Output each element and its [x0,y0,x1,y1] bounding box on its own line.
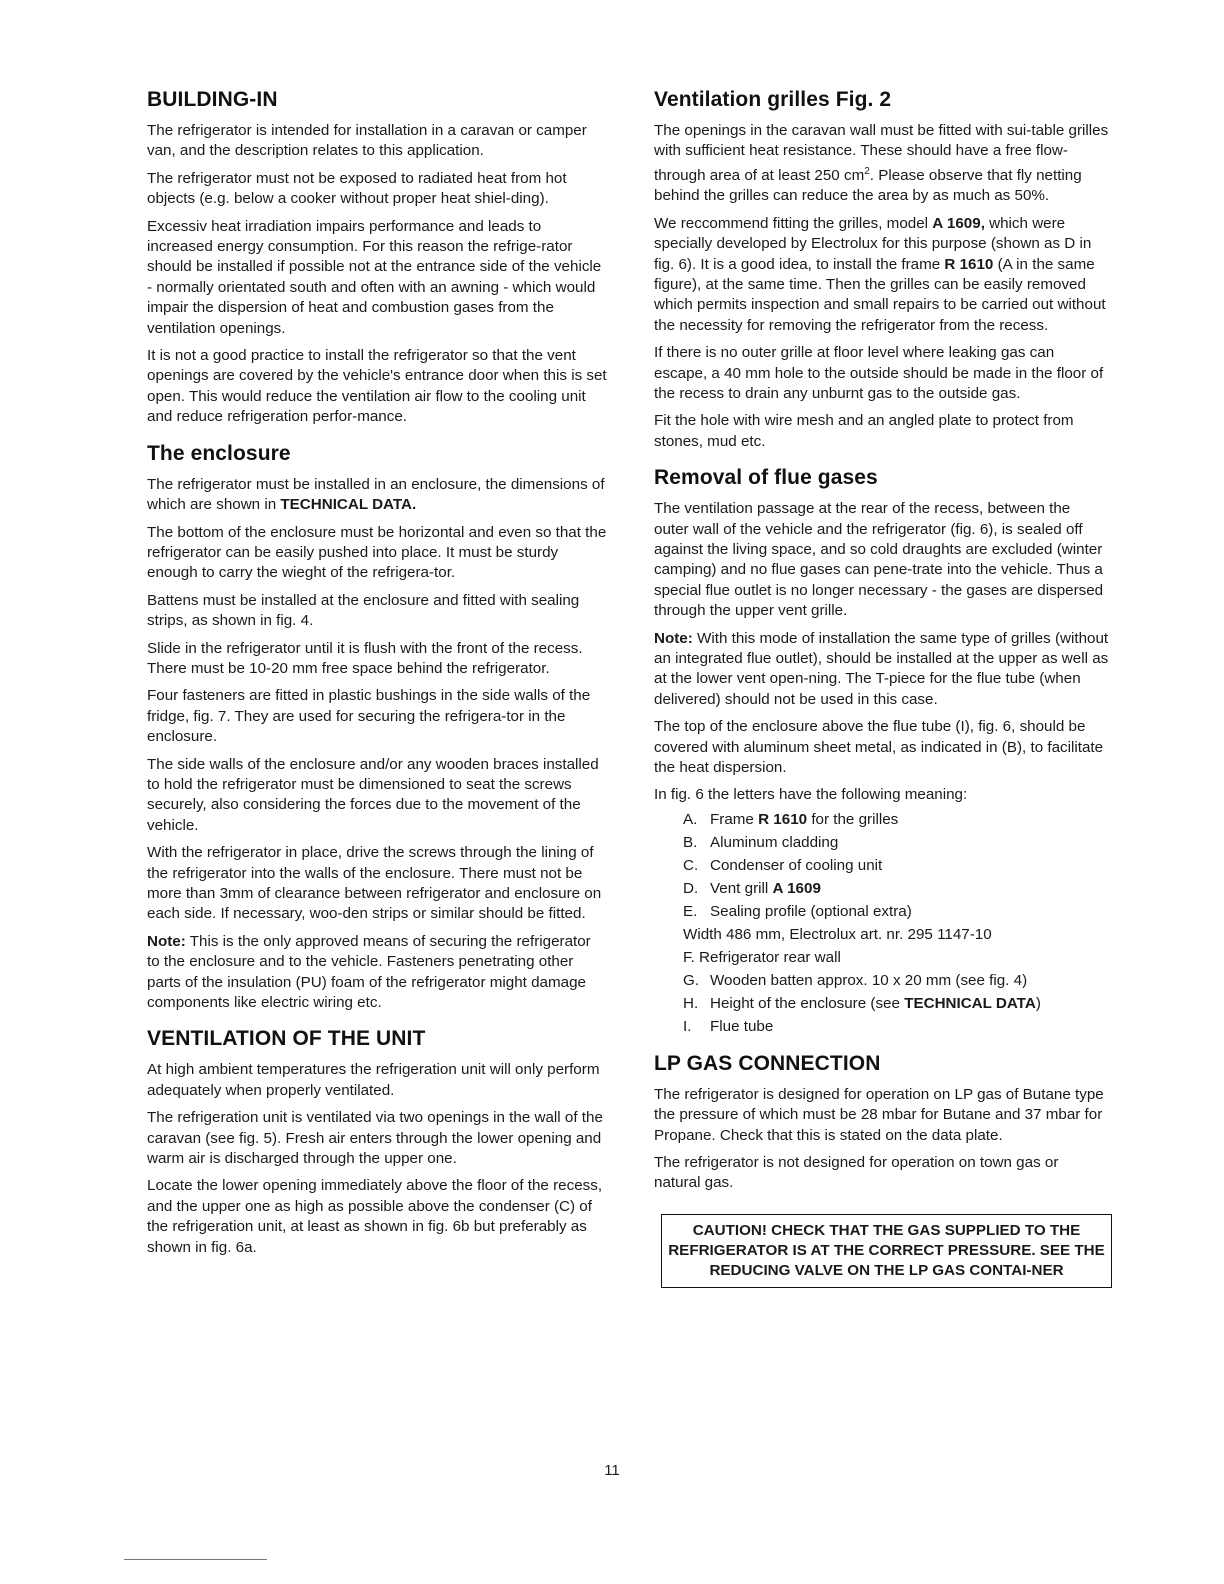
paragraph: Four fasteners are fitted in plastic bushings in the side walls of the fridge, fig. 7. They are used for securing the refrigera-tor in the enclosure. [147,687,591,746]
text: ) [1035,994,1041,1012]
legend-item [683,854,1109,877]
legend-letter: I. [683,1017,692,1035]
text: for the grilles [807,810,899,828]
paragraph: The refrigerator is not designed for operation on town gas or natural gas. [654,1154,1059,1192]
heading-enclosure: The enclosure [147,441,291,465]
text: This is the only approved means of securing the refrigerator to the enclosure and to the vehicle. Fasteners penetrating other parts of the insulation (PU) foam of the refrigerator might damage components like electric wiring etc. [147,932,591,1012]
paragraph: Battens must be installed at the enclosure and fitted with sealing strips, as shown in fig. 4. [147,591,580,630]
paragraph-note [654,629,1109,711]
legend-item [683,877,1109,900]
paragraph: The refrigerator is intended for installation in a caravan or camper van, and the description relates to this application. [147,122,587,160]
heading-grilles: Ventilation grilles Fig. 2 [654,88,892,111]
paragraph: Excessiv heat irradiation impairs performance and leads to increased energy consumption. For this reason the refrige-rator should be installed if possible not at the entrance side of the vehicle - normally orientated south and often with an awning - which would impair the dispersion of heat and combustion gases from the ventilation openings. [147,217,602,337]
paragraph: The refrigerator is designed for operation on LP gas of Butane type the pressure of which must be 28 mbar for Butane and 37 mbar for Propane. Check that this is stated on the data plate. [654,1085,1104,1144]
legend-item [683,992,1109,1015]
paragraph: If there is no outer grille at floor level where leaking gas can escape, a 40 mm hole to the outside should be made in the floor of the recess to drain any unburnt gas to the outside gas. [654,344,1104,402]
paragraph: The refrigeration unit is ventilated via two openings in the wall of the caravan (see fig. 5). Fresh air enters through the lower opening and warm air is discharged through the upper one. [147,1109,603,1168]
page-number: 11 [604,1462,620,1479]
legend-item-extra: Width 486 mm, Electrolux art. nr. 295 1147-10 [683,925,992,943]
paragraph [147,475,607,516]
section-enclosure [147,442,607,1014]
text: (A in the same figure), at the same time. Then the grilles can be easily removed which permits inspection and small repairs to be carried out without the necessity for removing the refrigerator from the recess. [654,255,1106,334]
text: Flue tube [710,1017,774,1035]
paragraph: With the refrigerator in place, drive the screws through the lining of the refrigerator into the walls of the enclosure. There must not be more than 3mm of clearance between refrigerator and enclosure on each side. If necessary, woo-den strips or similar should be fitted. [147,844,602,923]
legend-letter: G. [683,971,700,989]
section-grilles [654,88,1109,452]
paragraph: Slide in the refrigerator until it is flush with the front of the recess. There must be 10-20 mm free space behind the refrigerator. [147,639,583,677]
legend-item [683,900,1109,923]
heading-building-in: BUILDING-IN [147,88,278,111]
section-lp-gas [654,1052,1109,1288]
figure-legend [654,808,1109,1038]
bold-reference: TECHNICAL DATA [904,994,1036,1012]
heading-ventilation: VENTILATION OF THE UNIT [147,1027,426,1051]
legend-letter: H. [683,994,699,1012]
legend-item [683,808,1109,831]
paragraph: The ventilation passage at the rear of the recess, between the outer wall of the vehicle and the refrigerator (fig. 6), is sealed off against the living space, and so cold draughts are excluded (winter camping) and no flue gases can pene-trate into the vehicle. Thus a special flue outlet is no longer necessary - the gases are dispersed through the upper vent grille. [654,500,1104,620]
paragraph: The refrigerator must not be exposed to radiated heat from hot objects (e.g. below a cooker without proper heat shiel-ding). [147,169,567,208]
text: Vent grill [710,879,773,897]
text: Aluminum cladding [710,833,839,851]
right-column [654,88,1109,1302]
model-number: R 1610 [758,810,808,828]
superscript: 2 [864,165,870,177]
text: With this mode of installation the same type of grilles (without an integrated flue outlet), should be installed at the upper as well as at the lower vent open-ning. The T-piece for the flue tube (when delivered) should not be used in this case. [654,629,1109,708]
paragraph: It is not a good practice to install the refrigerator so that the vent openings are covered by the vehicle's entrance door when this is set open. This would reduce the ventilation air flow to the cooling unit and reduce refrigeration perfor-mance. [147,347,607,426]
legend-letter: B. [683,833,698,851]
text: The refrigerator must be installed in an enclosure, the dimensions of which are shown in [147,475,605,514]
text: Frame [710,810,759,828]
left-column [147,88,607,1272]
paragraph: The side walls of the enclosure and/or any wooden braces installed to hold the refrigerator must be dimensioned to seat the screws securely, also considering the forces due to the movement of the vehicle. [147,755,599,834]
text: which were specially developed by Electrolux for this purpose (shown as D in fig. 6). It is a good idea, to install the frame [654,214,1092,273]
paragraph: Locate the lower opening immediately above the floor of the recess, and the upper one as high as possible above the condenser (C) of the refrigeration unit, at least as shown in fig. 6b but preferably as shown in fig. 6a. [147,1177,603,1256]
paragraph: The bottom of the enclosure must be horizontal and even so that the refrigerator can be easily pushed into place. It must be sturdy enough to carry the wieght of the refrigera-tor. [147,523,607,582]
paragraph: At high ambient temperatures the refrigeration unit will only perform adequately when properly ventilated. [147,1061,600,1099]
text: Condenser of cooling unit [710,856,883,874]
legend-item [683,969,1109,992]
section-flue [654,466,1109,1038]
heading-lp-gas: LP GAS CONNECTION [654,1051,881,1075]
model-number: R 1610 [944,255,994,273]
text: The openings in the caravan wall must be fitted with sui-table grilles with sufficient heat resistance. These should have a free flow-through area of at least 250 cm [654,122,1109,184]
note-label: Note: [654,629,693,647]
text: Sealing profile (optional extra) [710,902,912,920]
paragraph: The top of the enclosure above the flue tube (I), fig. 6, should be covered with aluminum sheet metal, as indicated in (B), to facilitate the heat dispersion. [654,718,1104,777]
model-number: A 1609 [772,879,821,897]
legend-letter: A. [683,810,698,828]
heading-flue: Removal of flue gases [654,466,878,490]
paragraph [654,214,1109,336]
legend-letter: C. [683,856,699,874]
paragraph [654,121,1109,207]
section-ventilation [147,1027,607,1258]
legend-letter: D. [683,879,699,897]
legend-item [683,831,1109,854]
paragraph: In fig. 6 the letters have the following meaning: [654,786,968,804]
paragraph: Fit the hole with wire mesh and an angled plate to protect from stones, mud etc. [654,412,1074,450]
note-label: Note: [147,932,186,950]
bold-reference: TECHNICAL DATA. [280,496,417,514]
legend-letter: E. [683,902,698,920]
text: Height of the enclosure (see [710,994,905,1012]
paragraph-note [147,932,607,1014]
caution-box: CAUTION! CHECK THAT THE GAS SUPPLIED TO THE REFRIGERATOR IS AT THE CORRECT PRESSURE. SEE THE REDUCING VALVE ON THE LP GAS CONTAI-NER [661,1214,1112,1288]
section-building-in [147,88,607,428]
legend-item: F. Refrigerator rear wall [683,948,841,966]
model-number: A 1609, [932,214,985,232]
footer-rule [124,1559,267,1560]
text: Wooden batten approx. 10 x 20 mm (see fig. 4) [710,971,1028,989]
legend-item [683,1015,1109,1038]
text: We reccommend fitting the grilles, model [654,214,933,232]
text: . Please observe that fly netting behind the grilles can reduce the area by as much as 50%. [654,166,1082,205]
